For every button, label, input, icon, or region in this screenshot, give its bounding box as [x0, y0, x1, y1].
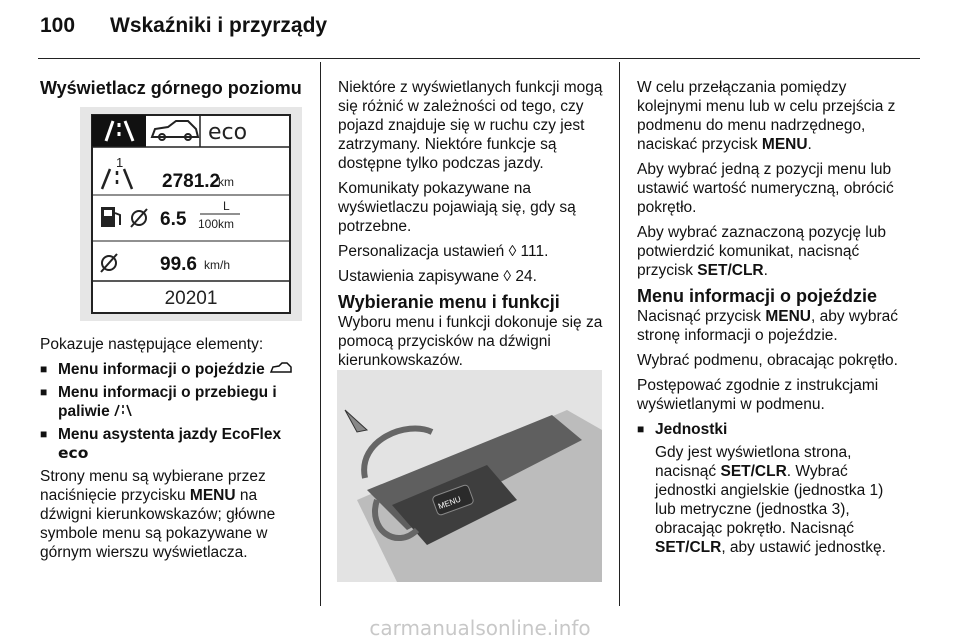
column-2	[338, 78, 608, 376]
fuel-unit-bottom: 100km	[198, 217, 235, 231]
section-heading: Menu informacji o pojeździe	[637, 286, 878, 306]
fuel-value: 6.5	[160, 209, 187, 230]
car-icon	[269, 362, 293, 374]
paragraph: Nacisnąć przycisk MENU, aby wybrać stronę informacji o pojeździe.	[637, 308, 898, 344]
page-title: Wskaźniki i przyrządy	[110, 14, 328, 37]
paragraph: W celu przełączania pomiędzy kolejnymi menu lub w celu przejścia z podmenu do menu nadrzędnego, naciskać przycisk MENU.	[637, 79, 896, 153]
display-illustration	[80, 107, 302, 321]
paragraph: Wybrać podmenu, obracając pokrętło.	[637, 352, 898, 369]
paragraph: Aby wybrać jedną z pozycji menu lub ustawić wartość numeryczną, obrócić pokrętło.	[637, 161, 894, 216]
paragraph: Ustawienia zapisywane ◊ 24.	[338, 268, 537, 285]
fuel-unit-top: L	[223, 199, 230, 213]
paragraph: Strony menu są wybierane przez naciśnięcie przycisku MENU na dźwigni kierunkowskazów; główne symbole menu są pokazywane w górnym wierszu wyświetlacza.	[40, 468, 276, 561]
watermark: carmanualsonline.info	[369, 616, 591, 640]
section-heading: Wyświetlacz górnego poziomu	[40, 78, 302, 98]
header-rule	[38, 58, 920, 59]
odometer-value: 2781.2	[162, 171, 221, 192]
eco-label: eco	[208, 120, 248, 145]
svg-text:MENU: MENU	[436, 494, 463, 512]
paragraph: Personalizacja ustawień ◊ 111.	[338, 243, 549, 260]
paragraph: Komunikaty pokazywane na wyświetlaczu pojawiają się, gdy są potrzebne.	[338, 180, 576, 235]
odometer-unit: km	[218, 175, 234, 189]
paragraph: Aby wybrać zaznaczoną pozycję lub potwierdzić komunikat, nacisnąć przycisk SET/CLR.	[637, 224, 886, 279]
column-3	[637, 78, 905, 563]
bottom-value: 20201	[164, 288, 218, 309]
paragraph: Gdy jest wyświetlona strona, nacisnąć SET/CLR. Wybrać jednostki angielskie (jednostka 1) lub metryczne (jednostka 3), obracając pokrętło. Nacisnąć SET/CLR, aby ustawić jednostkę.	[655, 444, 886, 556]
odometer-symbol: 1	[116, 155, 124, 170]
column-1-text	[40, 335, 310, 568]
eco-icon: eco	[58, 444, 89, 462]
column-divider	[619, 62, 620, 606]
page-number: 100	[40, 14, 76, 37]
display-figure	[80, 107, 302, 321]
intro-text: Pokazuje następujące elementy:	[40, 336, 264, 353]
paragraph: Wyboru menu i funkcji dokonuje się za pomocą przycisków na dźwigni kierunkowskazów.	[338, 314, 603, 369]
list-item: ■ Menu informacji o przebiegu i paliwie	[40, 383, 310, 421]
list-item: ■ Menu asystenta jazdy EcoFlex eco	[40, 425, 310, 463]
speed-unit: km/h	[204, 258, 231, 272]
speed-value: 99.6	[160, 254, 197, 275]
paragraph: Niektóre z wyświetlanych funkcji mogą się różnić w zależności od tego, czy pojazd znajduje się w ruchu czy jest zatrzymany. Niektóre funkcje są dostępne tylko podczas jazdy.	[338, 79, 603, 172]
lever-illustration	[337, 370, 602, 582]
section-heading: Wybieranie menu i funkcji	[338, 292, 560, 312]
column-divider	[320, 62, 321, 606]
column-1	[40, 78, 308, 99]
road-icon	[114, 404, 132, 416]
list-item: ■ Jednostki	[637, 420, 905, 439]
list-item: ■ Menu informacji o pojeździe	[40, 360, 310, 379]
paragraph: Postępować zgodnie z instrukcjami wyświetlanymi w podmenu.	[637, 377, 879, 413]
page-header	[40, 14, 327, 38]
